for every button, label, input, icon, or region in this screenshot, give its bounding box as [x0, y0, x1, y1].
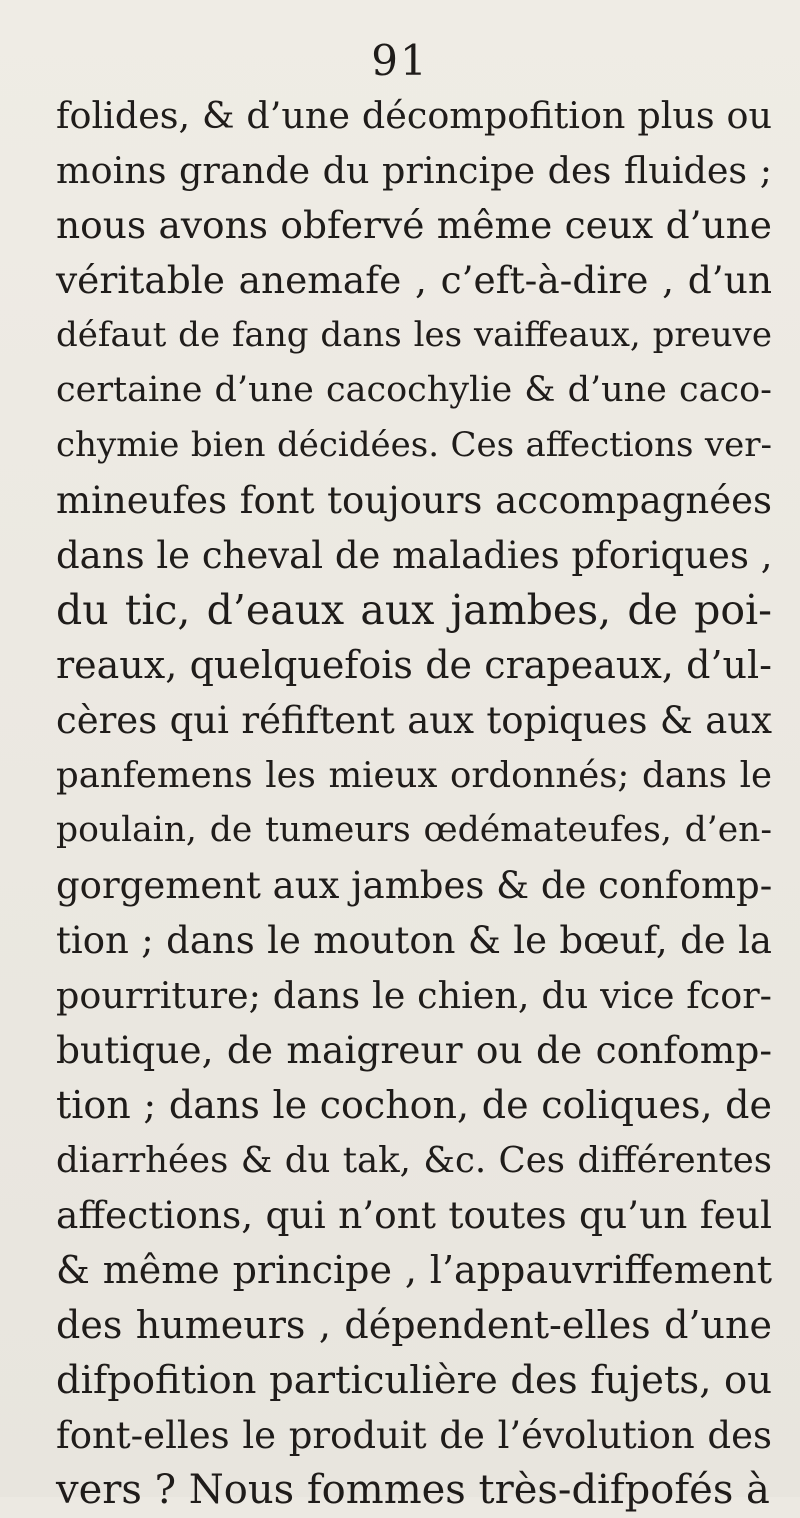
text-line: font-elles le produit de l’évolution des: [56, 1414, 772, 1457]
text-line: nous avons obfervé même ceux d’une: [56, 203, 772, 247]
text-line: moins grande du principe des fluides ;: [56, 149, 772, 192]
text-line: des humeurs , dépendent-elles d’une: [56, 1303, 772, 1347]
text-line: cères qui réfiftent aux topiques & aux: [56, 699, 772, 742]
text-line: tion ; dans le cochon, de coliques, de: [56, 1083, 772, 1127]
text-line: reaux, quelquefois de crapeaux, d’ul-: [56, 643, 772, 687]
text-line: vers ? Nous fommes très-difpofés à: [56, 1467, 770, 1513]
text-line: certaine d’une cacochylie & d’une caco-: [56, 370, 772, 410]
text-line: diarrhées & du tak, &c. Ces différentes: [56, 1140, 772, 1181]
text-line: difpofition particulière des fujets, ou: [56, 1358, 772, 1403]
text-line: folides, & d’une décompofition plus ou: [56, 94, 772, 137]
text-line: butique, de maigreur ou de confomp-: [56, 1028, 772, 1072]
text-line: véritable anemafe , c’eft-à-dire , d’un: [56, 258, 772, 302]
text-line: pourriture; dans le chien, du vice fcor-: [56, 974, 772, 1017]
text-line: poulain, de tumeurs œdémateufes, d’en-: [56, 810, 772, 850]
text-line: défaut de fang dans les vaiffeaux, preuve: [56, 315, 772, 355]
text-line: affections, qui n’ont toutes qu’un feul: [56, 1193, 772, 1237]
body-text: [56, 88, 772, 1518]
page-number: 91: [371, 36, 429, 85]
text-line: & même principe , l’appauvriffement: [56, 1248, 772, 1292]
text-line: chymie bien décidées. Ces affections ver-: [56, 425, 772, 465]
text-line: du tic, d’eaux aux jambes, de poi-: [56, 586, 772, 634]
text-line: mineufes font toujours accompagnées: [56, 479, 772, 522]
text-line: tion ; dans le mouton & le bœuf, de la: [56, 919, 772, 962]
text-line: gorgement aux jambes & de confomp-: [56, 864, 773, 907]
text-line: panfemens les mieux ordonnés; dans le: [56, 755, 772, 796]
text-line: dans le cheval de maladies pforiques ,: [56, 534, 773, 577]
